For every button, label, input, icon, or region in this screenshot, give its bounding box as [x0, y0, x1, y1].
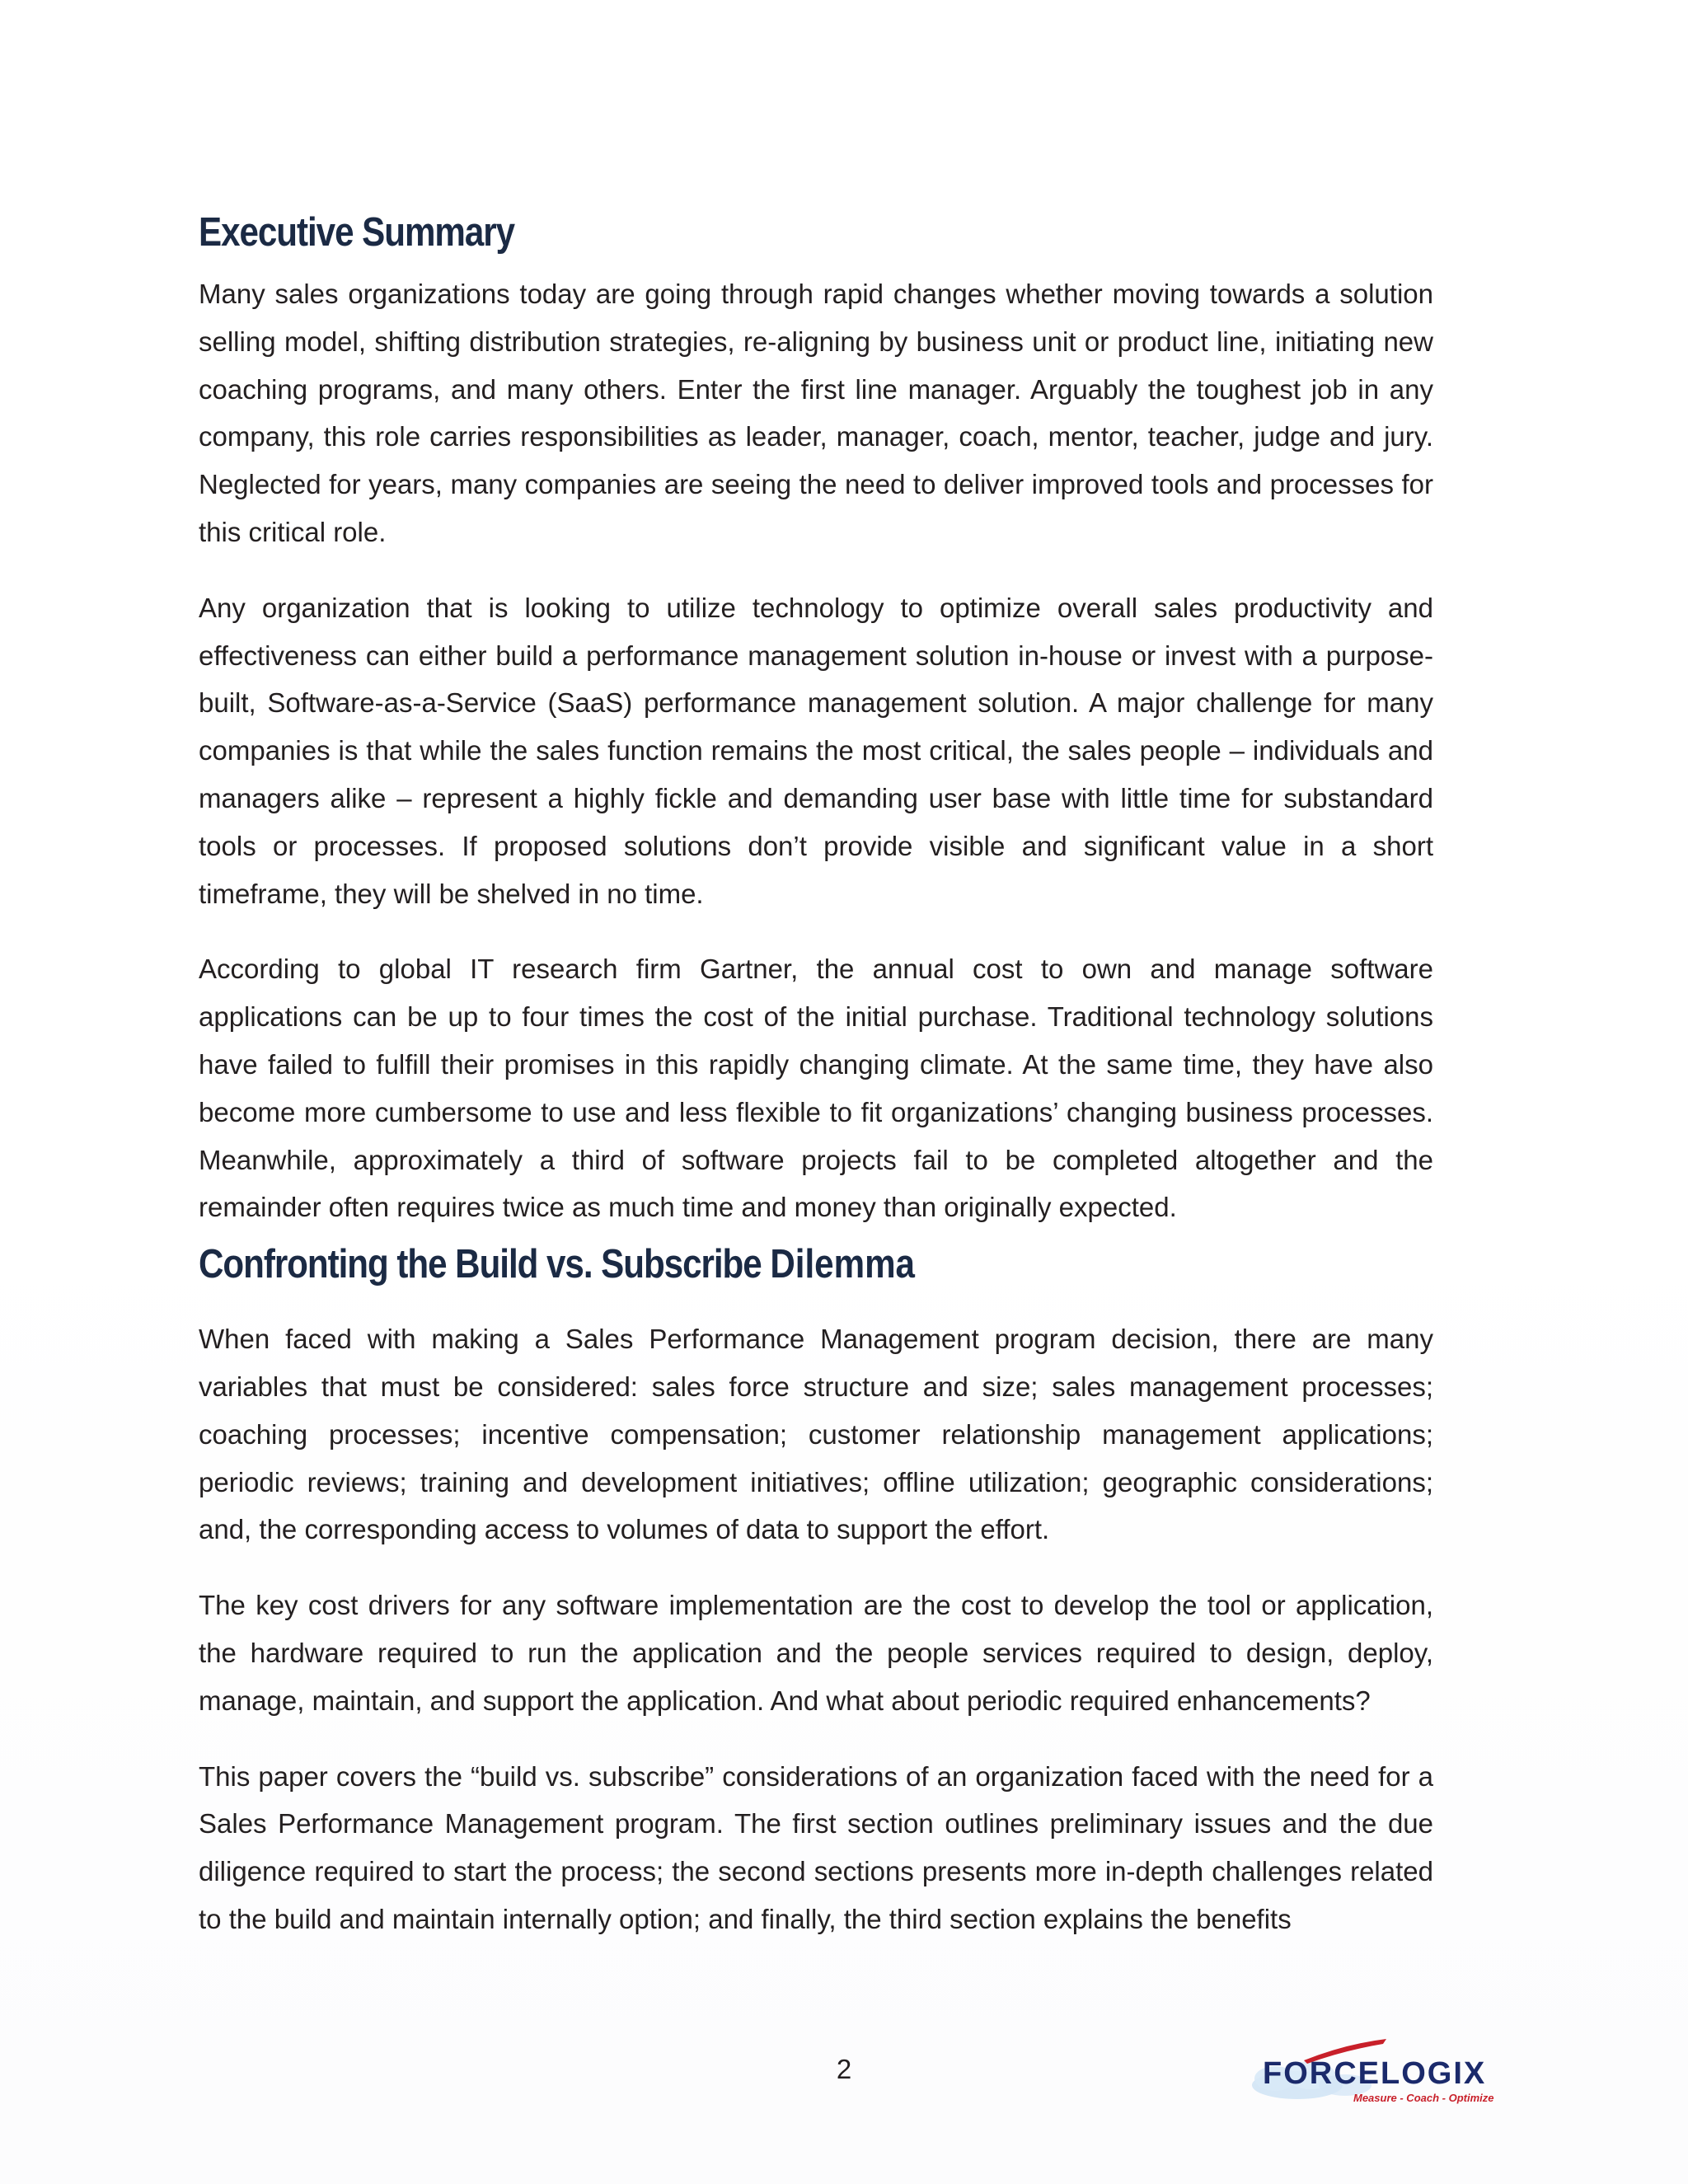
build-paragraph-1: When faced with making a Sales Performance Management program decision, there are many variables that must be considered: sales force structure and size; sales management processes; coaching processes; incentive compensation; customer relationship management applications; periodic reviews; training and development initiatives; offline utilization; geographic considerations; and, the corresponding access to volumes of data to support the effort.	[199, 1324, 1433, 1545]
logo-tagline: Measure - Coach - Optimize	[1353, 2092, 1494, 2104]
forcelogix-logo	[1246, 2027, 1518, 2118]
build-paragraph-2: The key cost drivers for any software implementation are the cost to develop the tool or application, the hardware required to run the application and the people services required to design, deploy, manage, maintain, and support the application. And what about periodic required enhancements?	[199, 1590, 1433, 1716]
logo-wordmark: FORCELOGIX	[1263, 2056, 1487, 2091]
exec-paragraph-2: Any organization that is looking to utilize technology to optimize overall sales productivity and effectiveness can either build a performance management solution in-house or invest with a purpose-built, Software-as-a-Service (SaaS) performance management solution. A major challenge for many companies is that while the sales function remains the most critical, the sales people – individuals and managers alike – represent a highly fickle and demanding user base with little time for substandard tools or processes. If proposed solutions don’t provide visible and significant value in a short timeframe, they will be shelved in no time.	[199, 592, 1433, 909]
page-number: 2	[836, 2054, 852, 2084]
heading-build-vs-subscribe-main: Confronting the Build vs. Subscribe	[199, 1242, 762, 1287]
exec-paragraph-3: According to global IT research firm Gartner, the annual cost to own and manage software applications can be up to four times the cost of the initial purchase. Traditional technology solutions have failed to fulfill their promises in this rapidly changing climate. At the same time, they have also become more cumbersome to use and less flexible to fit organizations’ changing business processes. Meanwhile, approximately a third of software projects fail to be completed altogether and the remainder often requires twice as much time and money than originally expected.	[199, 954, 1433, 1223]
heading-build-vs-subscribe	[199, 1238, 1260, 1291]
build-paragraph-3: This paper covers the “build vs. subscribe” considerations of an organization faced with the need for a Sales Performance Management program. The first section outlines preliminary issues and the due diligence required to start the process; the second sections presents more in-depth challenges related to the build and maintain internally option; and finally, the third section explains the benefits	[199, 1760, 1433, 1934]
heading-executive-summary: Executive Summary	[199, 210, 514, 255]
page-content	[199, 206, 1433, 1943]
exec-paragraph-1: Many sales organizations today are going through rapid changes whether moving towards a solution selling model, shifting distribution strategies, re-aligning by business unit or product line, initiating new coaching programs, and many others. Enter the first line manager. Arguably the toughest job in any company, this role carries responsibilities as leader, manager, coach, mentor, teacher, judge and jury. Neglected for years, many companies are seeing the need to deliver improved tools and processes for this critical role.	[199, 279, 1433, 547]
heading-build-vs-subscribe-tail: Dilemma	[770, 1242, 915, 1287]
